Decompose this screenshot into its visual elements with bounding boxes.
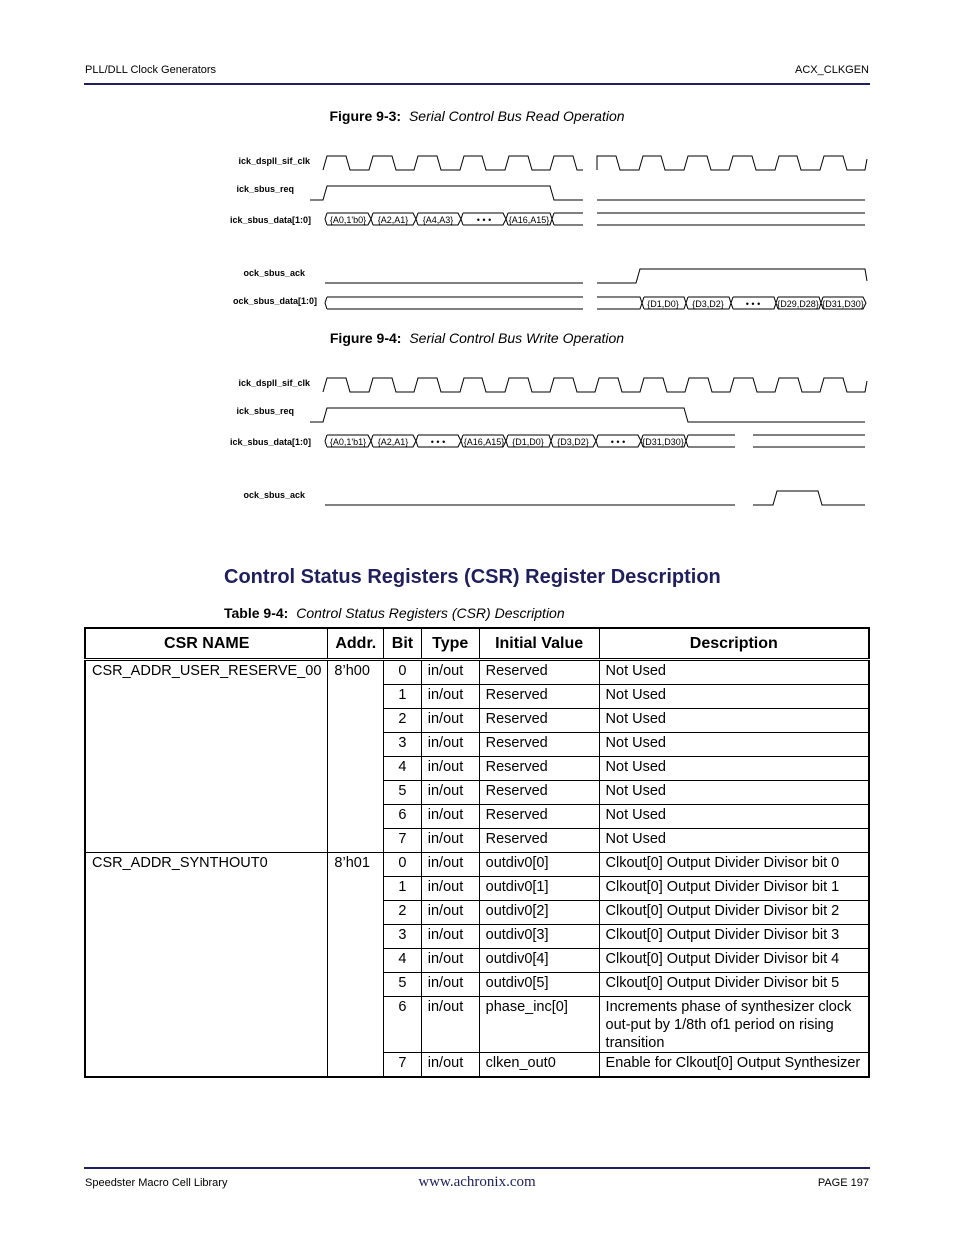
section-title: Control Status Registers (CSR) Register Description bbox=[224, 566, 721, 588]
initial-value-cell: phase_inc[0] bbox=[479, 997, 599, 1053]
initial-value-cell: Reserved bbox=[479, 829, 599, 853]
initial-value-cell: Reserved bbox=[479, 781, 599, 805]
figure-4-title: Serial Control Bus Write Operation bbox=[409, 330, 625, 346]
bit-cell: 6 bbox=[384, 997, 422, 1053]
initial-value-cell: outdiv0[1] bbox=[479, 877, 599, 901]
header-chapter: PLL/DLL Clock Generators bbox=[85, 64, 217, 76]
col-header-addr: Addr. bbox=[328, 628, 384, 660]
description-cell: Clkout[0] Output Divider Divisor bit 3 bbox=[599, 925, 869, 949]
bit-cell: 7 bbox=[384, 829, 422, 853]
type-cell: in/out bbox=[421, 1053, 479, 1078]
fig4-bus-value: • • • bbox=[610, 437, 626, 447]
fig3-ock-value: {D3,D2} bbox=[692, 299, 724, 309]
fig3-ick-value: {A4,A3} bbox=[422, 215, 454, 225]
description-cell: Clkout[0] Output Divider Divisor bit 4 bbox=[599, 949, 869, 973]
fig4-req-wave bbox=[310, 408, 865, 422]
footer-website-link[interactable]: www.achronix.com bbox=[418, 1174, 536, 1190]
fig3-req-wave bbox=[310, 186, 865, 200]
bit-cell: 0 bbox=[384, 660, 422, 685]
fig3-signal-ack: ock_sbus_ack bbox=[243, 268, 305, 278]
type-cell: in/out bbox=[421, 757, 479, 781]
description-cell: Not Used bbox=[599, 829, 869, 853]
bit-cell: 4 bbox=[384, 949, 422, 973]
fig4-bus-value: • • • bbox=[430, 437, 446, 447]
fig3-signal-data: ick_sbus_data[1:0] bbox=[229, 215, 311, 225]
initial-value-cell: clken_out0 bbox=[479, 1053, 599, 1078]
fig4-bus-value: {D1,D0} bbox=[512, 437, 544, 447]
figure-3-title: Serial Control Bus Read Operation bbox=[408, 108, 625, 124]
description-cell: Not Used bbox=[599, 781, 869, 805]
description-cell: Clkout[0] Output Divider Divisor bit 2 bbox=[599, 901, 869, 925]
fig3-signal-req: ick_sbus_req bbox=[236, 184, 294, 194]
col-header-type: Type bbox=[421, 628, 479, 660]
csr-table bbox=[84, 627, 870, 1078]
initial-value-cell: outdiv0[4] bbox=[479, 949, 599, 973]
bit-cell: 1 bbox=[384, 877, 422, 901]
fig4-clock-wave bbox=[323, 378, 867, 392]
fig4-bus-value: {A0,1'b1} bbox=[329, 437, 367, 447]
bit-cell: 4 bbox=[384, 757, 422, 781]
table-caption bbox=[224, 605, 565, 621]
fig4-signal-req: ick_sbus_req bbox=[236, 406, 294, 416]
fig3-ock-value: {D29,D28} bbox=[777, 299, 819, 309]
csr-name-cell: CSR_ADDR_USER_RESERVE_00 bbox=[85, 660, 328, 853]
description-cell: Not Used bbox=[599, 709, 869, 733]
bit-cell: 3 bbox=[384, 925, 422, 949]
description-cell: Not Used bbox=[599, 757, 869, 781]
fig4-signal-clk: ick_dspll_sif_clk bbox=[238, 378, 310, 388]
description-cell: Not Used bbox=[599, 805, 869, 829]
fig3-ick-value: {A2,A1} bbox=[377, 215, 409, 225]
description-cell: Clkout[0] Output Divider Divisor bit 5 bbox=[599, 973, 869, 997]
header-module: ACX_CLKGEN bbox=[795, 64, 869, 76]
bit-cell: 1 bbox=[384, 685, 422, 709]
description-cell: Not Used bbox=[599, 733, 869, 757]
fig3-ick-value: {A0,1'b0} bbox=[329, 215, 367, 225]
figure-3-label: Figure 9-3: bbox=[329, 108, 402, 124]
table-header-row bbox=[85, 628, 869, 660]
fig3-clock-wave-b bbox=[597, 156, 867, 170]
figure-3-caption bbox=[0, 108, 954, 124]
initial-value-cell: Reserved bbox=[479, 660, 599, 685]
fig4-bus-value: {D31,D30} bbox=[642, 437, 684, 447]
fig4-bus-value: {A2,A1} bbox=[377, 437, 409, 447]
fig3-ick-value: • • • bbox=[476, 215, 492, 225]
fig4-signal-ack: ock_sbus_ack bbox=[243, 490, 305, 500]
initial-value-cell: Reserved bbox=[479, 733, 599, 757]
bit-cell: 6 bbox=[384, 805, 422, 829]
initial-value-cell: Reserved bbox=[479, 685, 599, 709]
type-cell: in/out bbox=[421, 925, 479, 949]
col-header-bit: Bit bbox=[384, 628, 422, 660]
type-cell: in/out bbox=[421, 853, 479, 877]
initial-value-cell: outdiv0[5] bbox=[479, 973, 599, 997]
table-title: Control Status Registers (CSR) Description bbox=[296, 605, 565, 621]
type-cell: in/out bbox=[421, 709, 479, 733]
initial-value-cell: Reserved bbox=[479, 709, 599, 733]
footer-rule bbox=[84, 1167, 870, 1169]
bit-cell: 0 bbox=[384, 853, 422, 877]
type-cell: in/out bbox=[421, 660, 479, 685]
initial-value-cell: Reserved bbox=[479, 757, 599, 781]
fig3-clock-wave-a bbox=[323, 156, 583, 170]
figure-4-label: Figure 9-4: bbox=[329, 330, 402, 346]
bit-cell: 5 bbox=[384, 781, 422, 805]
csr-addr-cell: 8’h01 bbox=[328, 853, 384, 1078]
type-cell: in/out bbox=[421, 901, 479, 925]
figure-4-caption bbox=[0, 330, 954, 346]
footer-page-number: PAGE 197 bbox=[817, 1177, 869, 1189]
fig3-signal-ock-data: ock_sbus_data[1:0] bbox=[232, 296, 317, 306]
col-header-initial-value: Initial Value bbox=[479, 628, 599, 660]
type-cell: in/out bbox=[421, 829, 479, 853]
fig4-bus-value: {A16,A15} bbox=[463, 437, 505, 447]
bit-cell: 2 bbox=[384, 709, 422, 733]
fig3-ick-value: {A16,A15} bbox=[508, 215, 550, 225]
header-rule bbox=[84, 83, 870, 85]
type-cell: in/out bbox=[421, 733, 479, 757]
description-cell: Clkout[0] Output Divider Divisor bit 0 bbox=[599, 853, 869, 877]
csr-addr-cell: 8’h00 bbox=[328, 660, 384, 853]
initial-value-cell: Reserved bbox=[479, 805, 599, 829]
description-cell: Not Used bbox=[599, 685, 869, 709]
figure-3-timing-diagram bbox=[0, 145, 954, 320]
description-cell: Clkout[0] Output Divider Divisor bit 1 bbox=[599, 877, 869, 901]
table-row bbox=[85, 660, 869, 685]
fig3-ock-value: {D1,D0} bbox=[647, 299, 679, 309]
description-cell: Increments phase of synthesizer clock out-put by 1/8th of1 period on rising transition bbox=[599, 997, 869, 1053]
col-header-description: Description bbox=[599, 628, 869, 660]
footer-book-title: Speedster Macro Cell Library bbox=[85, 1177, 228, 1189]
table-row bbox=[85, 853, 869, 877]
bit-cell: 2 bbox=[384, 901, 422, 925]
fig3-signal-clk: ick_dspll_sif_clk bbox=[238, 156, 310, 166]
bit-cell: 5 bbox=[384, 973, 422, 997]
fig4-ack-wave bbox=[325, 491, 865, 505]
bit-cell: 3 bbox=[384, 733, 422, 757]
type-cell: in/out bbox=[421, 805, 479, 829]
description-cell: Enable for Clkout[0] Output Synthesizer bbox=[599, 1053, 869, 1078]
bit-cell: 7 bbox=[384, 1053, 422, 1078]
table-label: Table 9-4: bbox=[224, 605, 289, 621]
type-cell: in/out bbox=[421, 997, 479, 1053]
type-cell: in/out bbox=[421, 685, 479, 709]
fig4-signal-data: ick_sbus_data[1:0] bbox=[229, 437, 311, 447]
fig4-bus-value: {D3,D2} bbox=[557, 437, 589, 447]
type-cell: in/out bbox=[421, 877, 479, 901]
type-cell: in/out bbox=[421, 781, 479, 805]
type-cell: in/out bbox=[421, 973, 479, 997]
initial-value-cell: outdiv0[0] bbox=[479, 853, 599, 877]
fig3-ack-wave bbox=[325, 269, 867, 283]
csr-name-cell: CSR_ADDR_SYNTHOUT0 bbox=[85, 853, 328, 1078]
initial-value-cell: outdiv0[2] bbox=[479, 901, 599, 925]
initial-value-cell: outdiv0[3] bbox=[479, 925, 599, 949]
description-cell: Not Used bbox=[599, 660, 869, 685]
fig3-ock-value: • • • bbox=[745, 299, 761, 309]
figure-4-timing-diagram bbox=[0, 367, 954, 512]
col-header-csr-name: CSR NAME bbox=[85, 628, 328, 660]
fig3-ock-value: {D31,D30} bbox=[822, 299, 864, 309]
type-cell: in/out bbox=[421, 949, 479, 973]
